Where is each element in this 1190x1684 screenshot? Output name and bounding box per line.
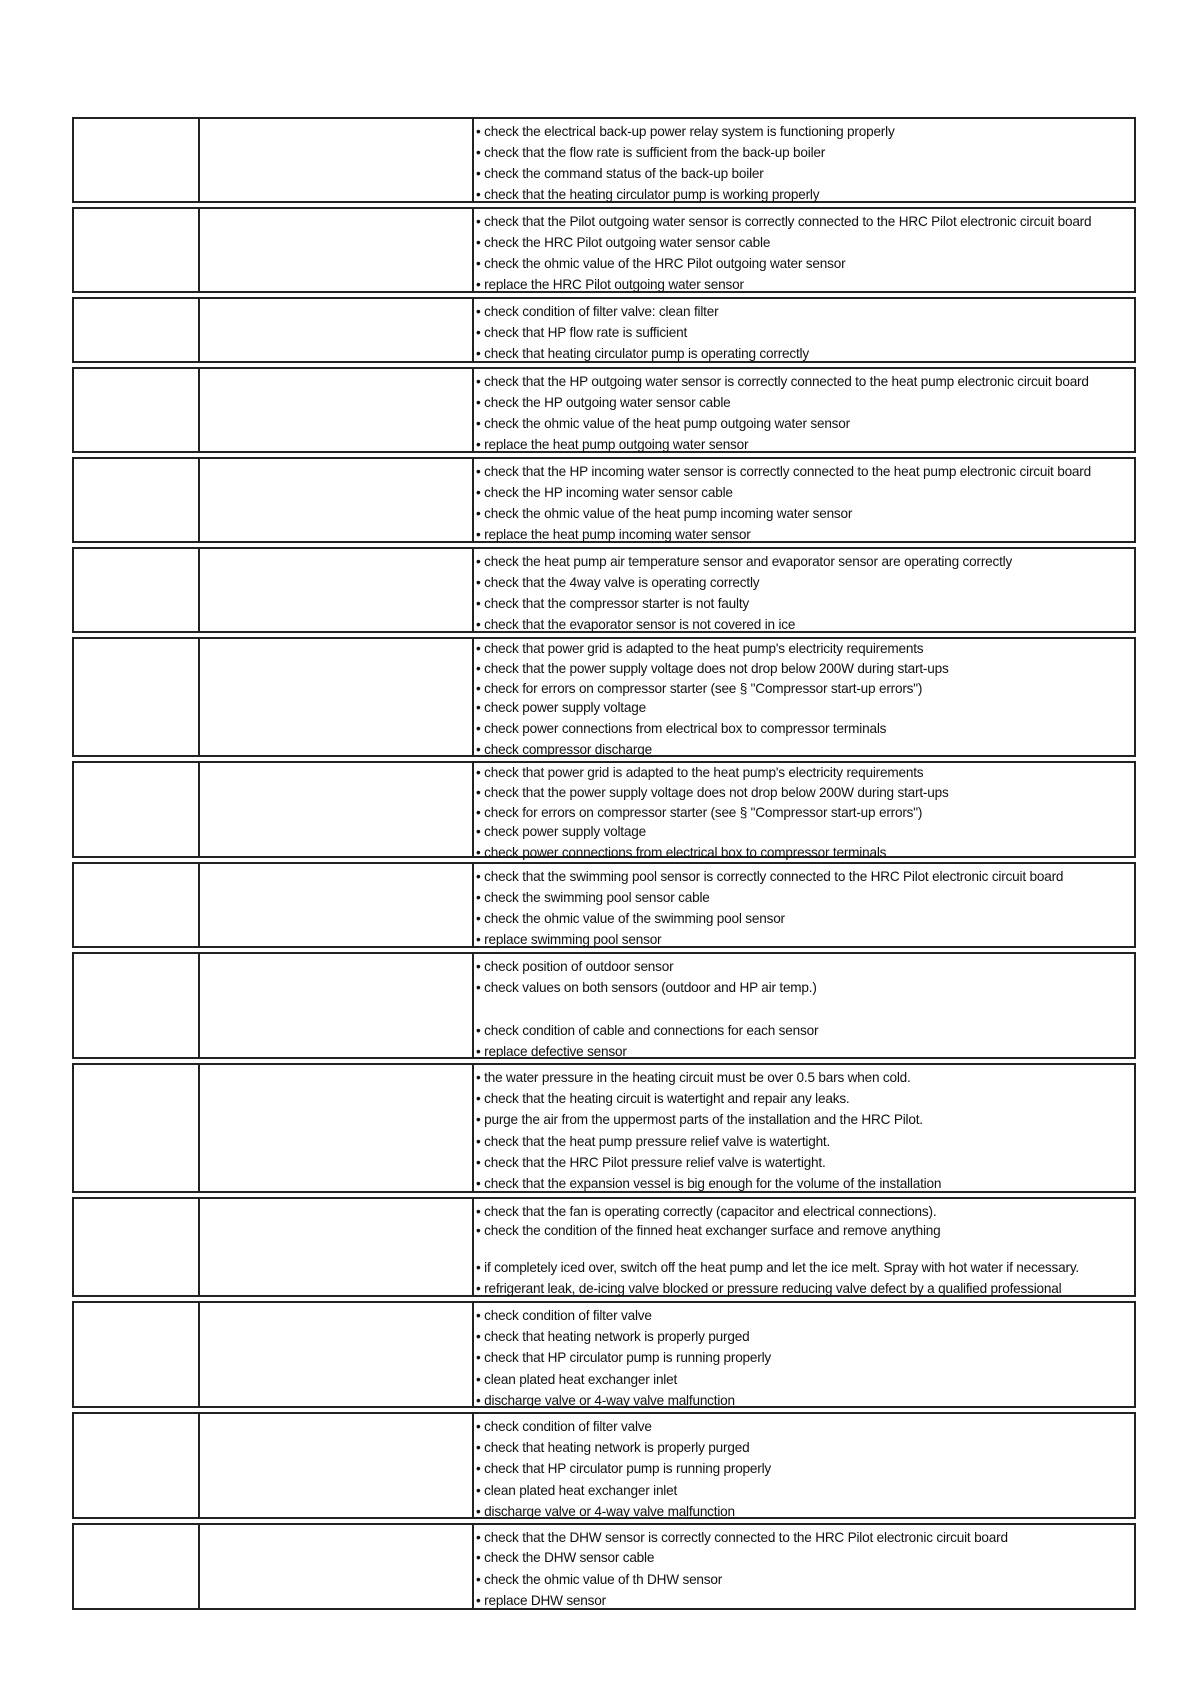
action-item: • check that heating network is properly purged [476,1440,750,1455]
action-item: • refrigerant leak, de-icing valve blocked or pressure reducing valve defect by a qualified professional [476,1281,1062,1296]
action-item: • check that the compressor starter is not faulty [476,596,749,611]
code-cell [74,549,200,631]
table-row [72,637,1136,757]
action-item: • check that the Pilot outgoing water sensor is correctly connected to the HRC Pilot electronic circuit board [476,214,1092,229]
action-item: • clean plated heat exchanger inlet [476,1483,678,1498]
action-cell [474,1525,1134,1608]
table-row [72,367,1136,453]
code-cell [74,763,200,856]
action-item: • check that HP circulator pump is running properly [476,1461,772,1476]
action-item: • check condition of filter valve [476,1419,652,1434]
action-item: • check that the heating circulator pump is working properly [476,187,820,202]
action-item: • check compressor discharge [476,742,652,757]
action-item: • check that the DHW sensor is correctly connected to the HRC Pilot electronic circuit board [476,1530,1008,1545]
action-item: • check that the fan is operating correctly (capacitor and electrical connections). [476,1204,937,1219]
action-item: • check that the HP incoming water sensor is correctly connected to the heat pump electronic circuit board [476,464,1091,479]
table-row [72,761,1136,858]
action-item: • check the swimming pool sensor cable [476,890,710,905]
action-item: • check the ohmic value of the swimming pool sensor [476,911,785,926]
code-cell [74,369,200,451]
table-row [72,117,1136,203]
table-row [72,207,1136,293]
action-cell [474,209,1134,291]
action-item: • discharge valve or 4-way valve malfunction [476,1393,735,1408]
action-item: • check the command status of the back-up boiler [476,166,764,181]
description-cell [200,954,474,1057]
action-item: • check power connections from electrical box to compressor terminals [476,845,887,860]
table-row [72,952,1136,1059]
action-item: • check the ohmic value of th DHW sensor [476,1572,723,1587]
action-item: • check the ohmic value of the heat pump incoming water sensor [476,506,853,521]
action-item: • check that the swimming pool sensor is correctly connected to the HRC Pilot electronic circuit board [476,869,1064,884]
action-item: • check the HP incoming water sensor cable [476,485,733,500]
action-item: • check that HP circulator pump is running properly [476,1350,772,1365]
action-item: • check the HP outgoing water sensor cable [476,395,731,410]
action-item: • check that the heat pump pressure relief valve is watertight. [476,1134,831,1149]
action-item: • check power supply voltage [476,824,646,839]
action-cell [474,954,1134,1057]
description-cell [200,549,474,631]
table-row [72,1063,1136,1193]
action-item: • check condition of filter valve: clean filter [476,304,719,319]
description-cell [200,369,474,451]
code-cell [74,864,200,946]
table-row [72,457,1136,543]
description-cell [200,209,474,291]
code-cell [74,1303,200,1406]
action-item: • check that the evaporator sensor is not covered in ice [476,617,796,632]
action-item: • check that the flow rate is sufficient from the back-up boiler [476,145,826,160]
description-cell [200,459,474,541]
description-cell [200,1525,474,1608]
description-cell [200,1065,474,1191]
action-item: • check the DHW sensor cable [476,1550,655,1565]
action-item: • check that the power supply voltage does not drop below 200W during start-ups [476,785,949,800]
action-item: • replace the HRC Pilot outgoing water sensor [476,277,744,292]
action-item: • check condition of filter valve [476,1308,652,1323]
action-item: • check that the heating circuit is watertight and repair any leaks. [476,1091,850,1106]
code-cell [74,1199,200,1295]
code-cell [74,1414,200,1517]
code-cell [74,1065,200,1191]
code-cell [74,459,200,541]
action-item: • check values on both sensors (outdoor and HP air temp.) [476,980,817,995]
code-cell [74,119,200,201]
action-cell [474,299,1134,361]
action-item: • replace the heat pump incoming water sensor [476,527,751,542]
action-cell [474,864,1134,946]
action-item: • clean plated heat exchanger inlet [476,1372,678,1387]
description-cell [200,1303,474,1406]
action-item: • check that HP flow rate is sufficient [476,325,688,340]
action-cell [474,1414,1134,1517]
action-item: • check the condition of the finned heat exchanger surface and remove anything [476,1223,941,1238]
description-cell [200,299,474,361]
action-item: • check that heating network is properly purged [476,1329,750,1344]
action-item: • check the HRC Pilot outgoing water sensor cable [476,235,771,250]
description-cell [200,1199,474,1295]
action-cell [474,369,1134,451]
action-item: • check that power grid is adapted to the heat pump's electricity requirements [476,765,924,780]
action-item: • check the ohmic value of the HRC Pilot outgoing water sensor [476,256,846,271]
action-cell [474,763,1134,860]
description-cell [200,639,474,755]
action-cell [474,119,1134,201]
action-item: • replace the heat pump outgoing water sensor [476,437,749,452]
action-cell [474,549,1134,631]
table-row [72,547,1136,633]
table-row [72,1523,1136,1610]
code-cell [74,1525,200,1608]
action-item: • check the ohmic value of the heat pump outgoing water sensor [476,416,850,431]
action-cell [474,1199,1134,1295]
action-item: • check the heat pump air temperature sensor and evaporator sensor are operating correctly [476,554,1013,569]
code-cell [74,639,200,755]
action-item: • check the electrical back-up power relay system is functioning properly [476,124,895,139]
action-item: • check that heating circulator pump is operating correctly [476,346,809,361]
table-row [72,1301,1136,1408]
action-item: • replace swimming pool sensor [476,932,662,947]
table-row [72,297,1136,363]
action-cell [474,1065,1134,1191]
action-item: • check that the HRC Pilot pressure relief valve is watertight. [476,1155,826,1170]
action-item: • check for errors on compressor starter (see § "Compressor start-up errors") [476,805,923,820]
table-row [72,1412,1136,1519]
action-cell [474,459,1134,541]
code-cell [74,299,200,361]
action-item: • purge the air from the uppermost parts of the installation and the HRC Pilot. [476,1112,923,1127]
action-item: • check that power grid is adapted to the heat pump's electricity requirements [476,641,924,656]
action-cell [474,1303,1134,1406]
action-item: • discharge valve or 4-way valve malfunction [476,1504,735,1519]
description-cell [200,864,474,946]
action-item: • check for errors on compressor starter (see § "Compressor start-up errors") [476,681,923,696]
code-cell [74,209,200,291]
action-item: • if completely iced over, switch off the heat pump and let the ice melt. Spray with hot water if necessary. [476,1260,1079,1275]
action-item: • check power supply voltage [476,700,646,715]
action-item: • check power connections from electrical box to compressor terminals [476,721,887,736]
description-cell [200,1414,474,1517]
action-item: • check condition of cable and connections for each sensor [476,1023,819,1038]
table-row [72,862,1136,948]
table-row [72,1197,1136,1297]
action-item: • check that the expansion vessel is big enough for the volume of the installation [476,1176,942,1191]
action-item: • check that the 4way valve is operating correctly [476,575,760,590]
description-cell [200,119,474,201]
action-cell [474,639,1134,755]
action-item: • the water pressure in the heating circuit must be over 0.5 bars when cold. [476,1070,911,1085]
action-item: • replace DHW sensor [476,1593,606,1608]
description-cell [200,763,474,856]
action-item: • check that the HP outgoing water sensor is correctly connected to the heat pump electronic circuit board [476,374,1089,389]
action-item: • check position of outdoor sensor [476,959,674,974]
action-item: • replace defective sensor [476,1044,627,1059]
action-item: • check that the power supply voltage does not drop below 200W during start-ups [476,661,949,676]
code-cell [74,954,200,1057]
